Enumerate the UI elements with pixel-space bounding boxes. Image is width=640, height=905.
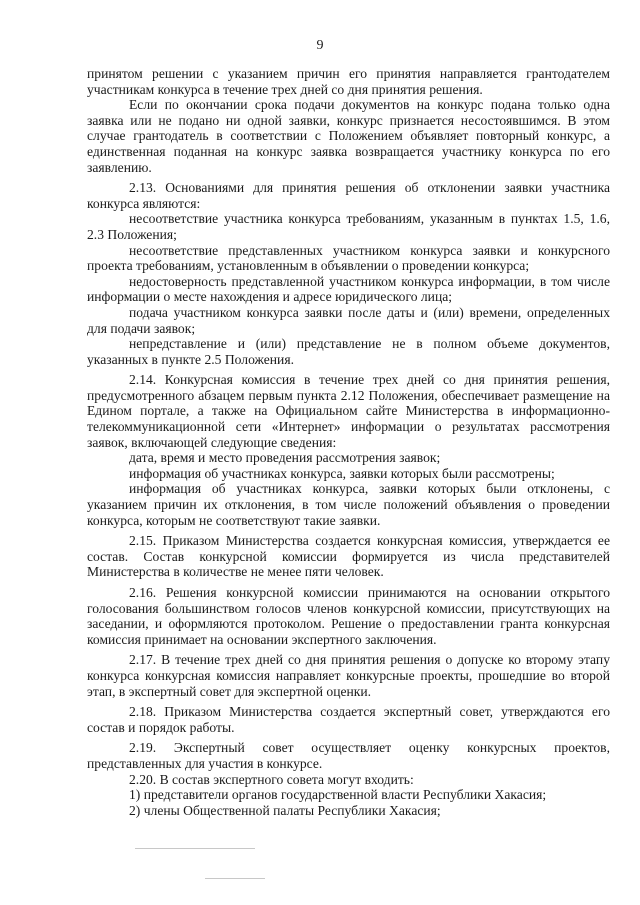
paragraph: Если по окончании срока подачи документов на конкурс подана только одна заявка или не подано ни одной заявки, конкурс признается несостоявшимся. В этом случае грантодатель в соответствии с Положением объявляет повторный конкурс, а единственная поданная на конкурс заявка возвращается участнику конкурса по его заявлению.	[87, 97, 610, 175]
paragraph: 2.18. Приказом Министерства создается экспертный совет, утверждаются его состав и порядок работы.	[87, 704, 610, 735]
paragraph: непредставление и (или) представление не в полном объеме документов, указанных в пункте 2.5 Положения.	[87, 336, 610, 367]
paragraph: информация об участниках конкурса, заявки которых были отклонены, с указанием причин их отклонения, в том числе положений объявления о проведении конкурса, которым не соответствуют такие заявки.	[87, 481, 610, 528]
paragraph: информация об участниках конкурса, заявки которых были рассмотрены;	[129, 465, 555, 481]
paragraph: 2) члены Общественной палаты Республики Хакасия;	[129, 802, 441, 818]
scan-artifact	[135, 848, 285, 888]
paragraph: 2.15. Приказом Министерства создается конкурсная комиссия, утверждается ее состав. Состав конкурсной комиссии формируется из числа представителей Министерства в количестве не менее пяти человек.	[87, 533, 610, 580]
paragraph: 2.20. В состав экспертного совета могут входить:	[129, 771, 414, 787]
paragraph: несоответствие представленных участником конкурса заявки и конкурсного проекта требованиям, установленным в объявлении о проведении конкурса;	[87, 242, 610, 274]
paragraph: несоответствие участника конкурса требованиям, указанным в пунктах 1.5, 1.6, 2.3 Положения;	[87, 211, 610, 242]
paragraph: принятом решении с указанием причин его принятия направляется грантодателем участникам конкурса в течение трех дней со дня принятия решения.	[87, 66, 610, 97]
page-number: 9	[316, 38, 324, 53]
paragraph: 2.17. В течение трех дней со дня принятия решения о допуске ко второму этапу конкурса конкурсная комиссия направляет конкурсные проекты, прошедшие во второй этап, в экспертный совет для экспертной оценки.	[87, 652, 610, 699]
paragraph: 2.13. Основаниями для принятия решения об отклонении заявки участника конкурса являются:	[87, 180, 610, 211]
paragraph: 2.16. Решения конкурсной комиссии принимаются на основании открытого голосования большинством голосов членов конкурсной комиссии, присутствующих на заседании, и оформляются протоколом. Решение о предоставлении гранта конкурсная комиссия принимает на основании экспертного заключения.	[87, 585, 610, 647]
paragraph: 2.19. Экспертный совет осуществляет оценку конкурсных проектов, представленных для участия в конкурсе.	[87, 740, 610, 771]
document-body	[87, 66, 610, 818]
paragraph: 1) представители органов государственной власти Республики Хакасия;	[129, 787, 547, 803]
paragraph: дата, время и место проведения рассмотрения заявок;	[129, 450, 441, 466]
paragraph: 2.14. Конкурсная комиссия в течение трех дней со дня принятия решения, предусмотренного абзацем первым пункта 2.12 Положения, обеспечивает размещение на Едином портале, а также на Официальном сайте Министерства в информационно-телекоммуникационной сети «Интернет» информации о результатах рассмотрения заявок, включающей следующие сведения:	[87, 372, 610, 450]
paragraph: подача участником конкурса заявки после даты и (или) времени, определенных для подачи заявок;	[87, 304, 610, 336]
paragraph: недостоверность представленной участником конкурса информации, в том числе информации о месте нахождения и адресе юридического лица;	[87, 273, 610, 305]
